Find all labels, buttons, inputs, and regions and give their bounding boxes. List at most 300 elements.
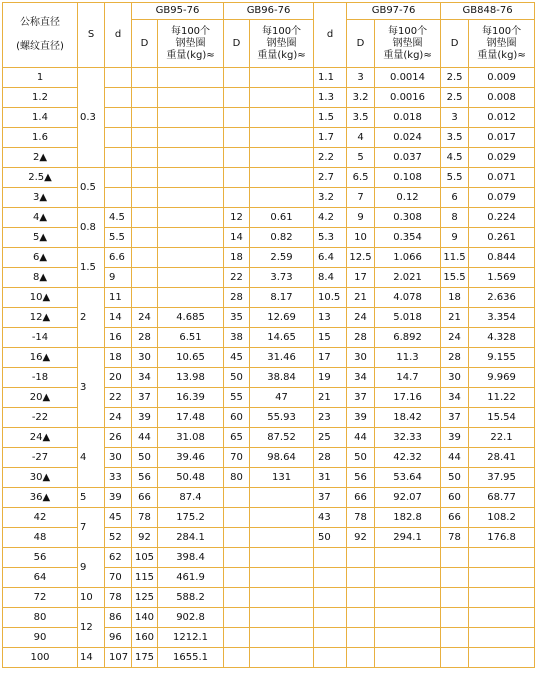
cell-gb95-D (132, 228, 158, 248)
cell-gb96-weight (250, 648, 314, 668)
cell-gb848-weight: 0.844 (469, 248, 535, 268)
cell-gb95-weight: 175.2 (158, 508, 224, 528)
cell-gb848-weight: 2.636 (469, 288, 535, 308)
cell-d2: 43 (314, 508, 347, 528)
cell-gb95-D (132, 288, 158, 308)
cell-s: 5 (78, 488, 105, 508)
cell-gb97-D (347, 588, 375, 608)
cell-gb848-D: 11.5 (441, 248, 469, 268)
cell-d2: 31 (314, 468, 347, 488)
cell-gb96-D: 14 (224, 228, 250, 248)
cell-gb97-D: 4 (347, 128, 375, 148)
cell-nominal-diameter: 64 (3, 568, 78, 588)
cell-s: 10 (78, 588, 105, 608)
cell-d2: 1.3 (314, 88, 347, 108)
cell-gb96-weight: 31.46 (250, 348, 314, 368)
cell-gb95-D: 175 (132, 648, 158, 668)
cell-gb97-D: 37 (347, 388, 375, 408)
cell-gb96-D (224, 68, 250, 88)
header-nominal-label: 公称直径 (20, 17, 60, 28)
cell-gb848-weight: 0.012 (469, 108, 535, 128)
cell-gb95-weight (158, 208, 224, 228)
cell-d: 22 (105, 388, 132, 408)
header-thread-label: (螺纹直径) (16, 41, 64, 52)
cell-gb96-D: 12 (224, 208, 250, 228)
cell-d2: 2.7 (314, 168, 347, 188)
cell-d2 (314, 568, 347, 588)
cell-d: 14 (105, 308, 132, 328)
cell-gb95-weight: 10.65 (158, 348, 224, 368)
cell-nominal-diameter: 3▲ (3, 188, 78, 208)
cell-gb95-weight (158, 268, 224, 288)
cell-gb848-weight: 22.1 (469, 428, 535, 448)
cell-gb95-weight: 4.685 (158, 308, 224, 328)
cell-d: 9 (105, 268, 132, 288)
cell-gb95-weight (158, 288, 224, 308)
cell-gb95-D: 160 (132, 628, 158, 648)
cell-s: 0.5 (78, 168, 105, 208)
cell-gb95-D (132, 168, 158, 188)
cell-gb95-D: 66 (132, 488, 158, 508)
cell-gb96-weight (250, 108, 314, 128)
cell-gb97-D (347, 608, 375, 628)
cell-gb96-weight: 12.69 (250, 308, 314, 328)
cell-gb95-weight (158, 148, 224, 168)
cell-gb97-D: 6.5 (347, 168, 375, 188)
cell-gb97-D: 7 (347, 188, 375, 208)
cell-gb97-weight: 0.024 (375, 128, 441, 148)
cell-gb848-weight: 15.54 (469, 408, 535, 428)
cell-gb96-weight: 8.17 (250, 288, 314, 308)
cell-gb97-D (347, 548, 375, 568)
cell-d2 (314, 648, 347, 668)
cell-gb97-D: 66 (347, 488, 375, 508)
cell-gb848-D: 37 (441, 408, 469, 428)
cell-d2: 8.4 (314, 268, 347, 288)
cell-gb95-D: 34 (132, 368, 158, 388)
cell-d2: 3.2 (314, 188, 347, 208)
cell-nominal-diameter: 1 (3, 68, 78, 88)
cell-s: 0.8 (78, 208, 105, 248)
cell-gb96-D (224, 588, 250, 608)
cell-gb97-weight (375, 548, 441, 568)
cell-nominal-diameter: 1.2 (3, 88, 78, 108)
cell-nominal-diameter: -27 (3, 448, 78, 468)
cell-gb848-D: 5.5 (441, 168, 469, 188)
cell-gb97-D: 10 (347, 228, 375, 248)
cell-gb95-weight (158, 188, 224, 208)
cell-gb96-D (224, 88, 250, 108)
cell-d2: 17 (314, 348, 347, 368)
table-row (3, 208, 535, 228)
cell-gb848-weight: 3.354 (469, 308, 535, 328)
cell-nominal-diameter: 20▲ (3, 388, 78, 408)
cell-d: 18 (105, 348, 132, 368)
cell-gb848-weight: 11.22 (469, 388, 535, 408)
header-gb96-D: D (224, 20, 250, 68)
cell-gb848-weight: 0.029 (469, 148, 535, 168)
cell-d2: 1.7 (314, 128, 347, 148)
cell-gb97-weight: 53.64 (375, 468, 441, 488)
cell-nominal-diameter: 30▲ (3, 468, 78, 488)
cell-gb848-D: 39 (441, 428, 469, 448)
header-gb95-weight: 每100个 钢垫圈 重量(kg)≈ (158, 20, 224, 68)
cell-gb97-weight (375, 628, 441, 648)
cell-nominal-diameter: 72 (3, 588, 78, 608)
cell-gb97-D: 78 (347, 508, 375, 528)
cell-gb97-D (347, 568, 375, 588)
cell-gb96-D (224, 628, 250, 648)
cell-gb97-D: 39 (347, 408, 375, 428)
cell-d: 96 (105, 628, 132, 648)
cell-gb95-D: 92 (132, 528, 158, 548)
cell-gb848-D: 34 (441, 388, 469, 408)
cell-gb95-weight: 398.4 (158, 548, 224, 568)
cell-gb95-D: 28 (132, 328, 158, 348)
cell-gb848-D (441, 548, 469, 568)
cell-d: 86 (105, 608, 132, 628)
cell-gb96-D: 65 (224, 428, 250, 448)
washer-spec-table (2, 2, 535, 668)
cell-gb96-weight: 47 (250, 388, 314, 408)
cell-gb96-D: 22 (224, 268, 250, 288)
header-s: S (78, 3, 105, 68)
table-row (3, 588, 535, 608)
cell-d2: 5.3 (314, 228, 347, 248)
cell-gb97-weight: 0.308 (375, 208, 441, 228)
cell-d2: 2.2 (314, 148, 347, 168)
cell-gb848-D: 8 (441, 208, 469, 228)
cell-gb97-weight: 11.3 (375, 348, 441, 368)
cell-gb848-D (441, 568, 469, 588)
cell-d2: 10.5 (314, 288, 347, 308)
cell-gb95-weight: 17.48 (158, 408, 224, 428)
cell-d: 30 (105, 448, 132, 468)
cell-d2: 28 (314, 448, 347, 468)
cell-gb95-weight (158, 168, 224, 188)
cell-nominal-diameter: 80 (3, 608, 78, 628)
cell-gb96-D: 60 (224, 408, 250, 428)
cell-nominal-diameter: 1.4 (3, 108, 78, 128)
cell-gb97-weight (375, 588, 441, 608)
cell-gb95-weight: 87.4 (158, 488, 224, 508)
cell-gb97-weight: 2.021 (375, 268, 441, 288)
cell-gb95-weight (158, 228, 224, 248)
cell-gb848-D: 21 (441, 308, 469, 328)
cell-gb96-D: 55 (224, 388, 250, 408)
cell-d: 62 (105, 548, 132, 568)
cell-s: 14 (78, 648, 105, 668)
header-d2: d (314, 3, 347, 68)
cell-gb96-D (224, 128, 250, 148)
cell-gb95-D (132, 68, 158, 88)
cell-gb96-D (224, 488, 250, 508)
cell-gb848-D: 3.5 (441, 128, 469, 148)
cell-d2: 50 (314, 528, 347, 548)
cell-gb848-D: 6 (441, 188, 469, 208)
cell-gb96-D: 80 (224, 468, 250, 488)
table-row (3, 488, 535, 508)
cell-gb97-D (347, 648, 375, 668)
cell-gb96-D (224, 148, 250, 168)
header-gb96: GB96-76 (224, 3, 314, 20)
cell-gb96-D (224, 108, 250, 128)
cell-nominal-diameter: 10▲ (3, 288, 78, 308)
cell-gb97-weight: 5.018 (375, 308, 441, 328)
cell-gb848-weight: 108.2 (469, 508, 535, 528)
cell-gb97-weight: 0.018 (375, 108, 441, 128)
cell-gb848-D: 78 (441, 528, 469, 548)
cell-gb96-D: 18 (224, 248, 250, 268)
cell-gb848-D: 9 (441, 228, 469, 248)
cell-nominal-diameter: 12▲ (3, 308, 78, 328)
cell-gb848-weight (469, 568, 535, 588)
cell-gb96-weight (250, 188, 314, 208)
cell-gb96-D: 28 (224, 288, 250, 308)
cell-d2: 15 (314, 328, 347, 348)
cell-gb848-weight: 0.224 (469, 208, 535, 228)
cell-gb95-weight: 31.08 (158, 428, 224, 448)
cell-gb848-weight: 0.009 (469, 68, 535, 88)
cell-gb97-D: 28 (347, 328, 375, 348)
table-row (3, 348, 535, 368)
cell-d2 (314, 548, 347, 568)
table-row (3, 608, 535, 628)
cell-d2: 25 (314, 428, 347, 448)
cell-gb96-D: 50 (224, 368, 250, 388)
cell-gb96-weight (250, 488, 314, 508)
cell-nominal-diameter: 5▲ (3, 228, 78, 248)
cell-gb96-weight: 14.65 (250, 328, 314, 348)
cell-nominal-diameter: 16▲ (3, 348, 78, 368)
cell-d: 78 (105, 588, 132, 608)
cell-gb97-D (347, 628, 375, 648)
table-row (3, 288, 535, 308)
cell-gb97-D: 12.5 (347, 248, 375, 268)
cell-nominal-diameter: 36▲ (3, 488, 78, 508)
cell-d: 45 (105, 508, 132, 528)
cell-gb96-D: 38 (224, 328, 250, 348)
table-row (3, 428, 535, 448)
cell-gb95-weight: 588.2 (158, 588, 224, 608)
cell-d2 (314, 588, 347, 608)
cell-gb95-D (132, 268, 158, 288)
cell-gb96-weight: 131 (250, 468, 314, 488)
cell-gb97-weight (375, 648, 441, 668)
cell-gb848-weight: 176.8 (469, 528, 535, 548)
cell-gb95-D: 56 (132, 468, 158, 488)
cell-gb97-weight (375, 608, 441, 628)
cell-gb97-D: 17 (347, 268, 375, 288)
cell-gb96-D: 45 (224, 348, 250, 368)
cell-nominal-diameter: 2.5▲ (3, 168, 78, 188)
cell-s: 3 (78, 348, 105, 428)
cell-gb848-weight: 68.77 (469, 488, 535, 508)
cell-gb848-weight: 0.017 (469, 128, 535, 148)
cell-gb97-weight: 0.037 (375, 148, 441, 168)
header-gb848-D: D (441, 20, 469, 68)
cell-gb848-weight (469, 548, 535, 568)
cell-gb848-weight: 9.155 (469, 348, 535, 368)
cell-gb96-weight (250, 608, 314, 628)
cell-d2: 1.1 (314, 68, 347, 88)
cell-gb97-weight: 4.078 (375, 288, 441, 308)
cell-gb97-weight: 6.892 (375, 328, 441, 348)
cell-gb96-weight (250, 508, 314, 528)
cell-gb97-weight: 17.16 (375, 388, 441, 408)
cell-s: 1.5 (78, 248, 105, 288)
cell-gb96-weight: 2.59 (250, 248, 314, 268)
cell-gb97-D: 44 (347, 428, 375, 448)
cell-s: 9 (78, 548, 105, 588)
cell-gb97-weight (375, 568, 441, 588)
cell-gb95-weight: 1212.1 (158, 628, 224, 648)
cell-gb96-weight: 38.84 (250, 368, 314, 388)
cell-nominal-diameter: -22 (3, 408, 78, 428)
cell-nominal-diameter: 1.6 (3, 128, 78, 148)
cell-d: 39 (105, 488, 132, 508)
cell-gb97-weight: 32.33 (375, 428, 441, 448)
cell-gb95-D: 78 (132, 508, 158, 528)
cell-nominal-diameter: -14 (3, 328, 78, 348)
cell-gb96-D (224, 648, 250, 668)
cell-gb848-weight (469, 628, 535, 648)
cell-gb96-weight: 0.61 (250, 208, 314, 228)
cell-d2: 37 (314, 488, 347, 508)
cell-gb848-D: 4.5 (441, 148, 469, 168)
cell-gb96-weight (250, 88, 314, 108)
cell-gb848-D: 3 (441, 108, 469, 128)
cell-gb97-D: 56 (347, 468, 375, 488)
cell-gb97-weight: 42.32 (375, 448, 441, 468)
cell-gb96-weight (250, 568, 314, 588)
cell-s: 2 (78, 288, 105, 348)
cell-s: 7 (78, 508, 105, 548)
cell-gb97-weight: 0.12 (375, 188, 441, 208)
cell-gb95-weight (158, 88, 224, 108)
cell-gb97-D: 34 (347, 368, 375, 388)
cell-d (105, 128, 132, 148)
cell-gb848-D: 30 (441, 368, 469, 388)
cell-gb97-D: 3 (347, 68, 375, 88)
cell-gb96-weight (250, 168, 314, 188)
cell-gb95-weight (158, 128, 224, 148)
cell-d2: 4.2 (314, 208, 347, 228)
header-gb95: GB95-76 (132, 3, 224, 20)
cell-gb848-D: 50 (441, 468, 469, 488)
cell-gb95-weight: 16.39 (158, 388, 224, 408)
cell-d2: 6.4 (314, 248, 347, 268)
cell-d2: 19 (314, 368, 347, 388)
cell-gb848-weight: 0.261 (469, 228, 535, 248)
cell-gb848-weight (469, 648, 535, 668)
cell-gb97-D: 30 (347, 348, 375, 368)
cell-nominal-diameter: 42 (3, 508, 78, 528)
header-gb97-weight: 每100个 钢垫圈 重量(kg)≈ (375, 20, 441, 68)
cell-gb97-weight: 1.066 (375, 248, 441, 268)
cell-gb97-D: 3.2 (347, 88, 375, 108)
cell-gb97-weight: 294.1 (375, 528, 441, 548)
cell-gb97-D: 92 (347, 528, 375, 548)
cell-d2: 13 (314, 308, 347, 328)
cell-d: 107 (105, 648, 132, 668)
cell-gb96-D (224, 568, 250, 588)
header-d: d (105, 3, 132, 68)
cell-nominal-diameter: 24▲ (3, 428, 78, 448)
cell-gb96-weight (250, 588, 314, 608)
cell-nominal-diameter: 2▲ (3, 148, 78, 168)
table-row (3, 508, 535, 528)
cell-gb97-D: 3.5 (347, 108, 375, 128)
cell-gb96-weight (250, 68, 314, 88)
cell-d (105, 68, 132, 88)
cell-gb96-D: 35 (224, 308, 250, 328)
cell-gb848-weight: 0.079 (469, 188, 535, 208)
cell-gb95-D (132, 128, 158, 148)
cell-d: 5.5 (105, 228, 132, 248)
cell-d (105, 168, 132, 188)
cell-gb95-D (132, 88, 158, 108)
cell-d: 20 (105, 368, 132, 388)
cell-gb848-weight: 0.071 (469, 168, 535, 188)
header-nominal-diameter (3, 3, 78, 68)
cell-gb848-D: 15.5 (441, 268, 469, 288)
cell-gb97-D: 24 (347, 308, 375, 328)
cell-gb848-weight (469, 588, 535, 608)
cell-nominal-diameter: 8▲ (3, 268, 78, 288)
header-gb97: GB97-76 (347, 3, 441, 20)
cell-nominal-diameter: 6▲ (3, 248, 78, 268)
cell-gb95-D: 39 (132, 408, 158, 428)
cell-gb95-weight (158, 68, 224, 88)
cell-gb97-weight: 14.7 (375, 368, 441, 388)
table-row (3, 248, 535, 268)
cell-d2: 1.5 (314, 108, 347, 128)
cell-nominal-diameter: 56 (3, 548, 78, 568)
cell-gb95-weight (158, 108, 224, 128)
cell-gb97-D: 5 (347, 148, 375, 168)
cell-d: 16 (105, 328, 132, 348)
cell-s: 0.3 (78, 68, 105, 168)
header-gb97-D: D (347, 20, 375, 68)
cell-gb95-D (132, 188, 158, 208)
cell-d (105, 188, 132, 208)
table-row (3, 68, 535, 88)
header-gb95-D: D (132, 20, 158, 68)
cell-gb848-D: 44 (441, 448, 469, 468)
cell-gb95-weight: 6.51 (158, 328, 224, 348)
cell-gb848-weight: 9.969 (469, 368, 535, 388)
cell-gb95-D: 44 (132, 428, 158, 448)
cell-gb97-D: 21 (347, 288, 375, 308)
cell-s: 12 (78, 608, 105, 648)
cell-gb95-D: 30 (132, 348, 158, 368)
cell-d: 33 (105, 468, 132, 488)
cell-gb848-D: 28 (441, 348, 469, 368)
cell-d (105, 108, 132, 128)
cell-gb95-weight: 39.46 (158, 448, 224, 468)
cell-gb95-weight (158, 248, 224, 268)
cell-gb96-D (224, 168, 250, 188)
cell-gb95-weight: 461.9 (158, 568, 224, 588)
cell-gb97-weight: 92.07 (375, 488, 441, 508)
cell-d: 52 (105, 528, 132, 548)
cell-gb97-D: 50 (347, 448, 375, 468)
cell-gb96-weight (250, 528, 314, 548)
cell-gb848-D: 60 (441, 488, 469, 508)
cell-gb848-D (441, 588, 469, 608)
cell-d (105, 148, 132, 168)
